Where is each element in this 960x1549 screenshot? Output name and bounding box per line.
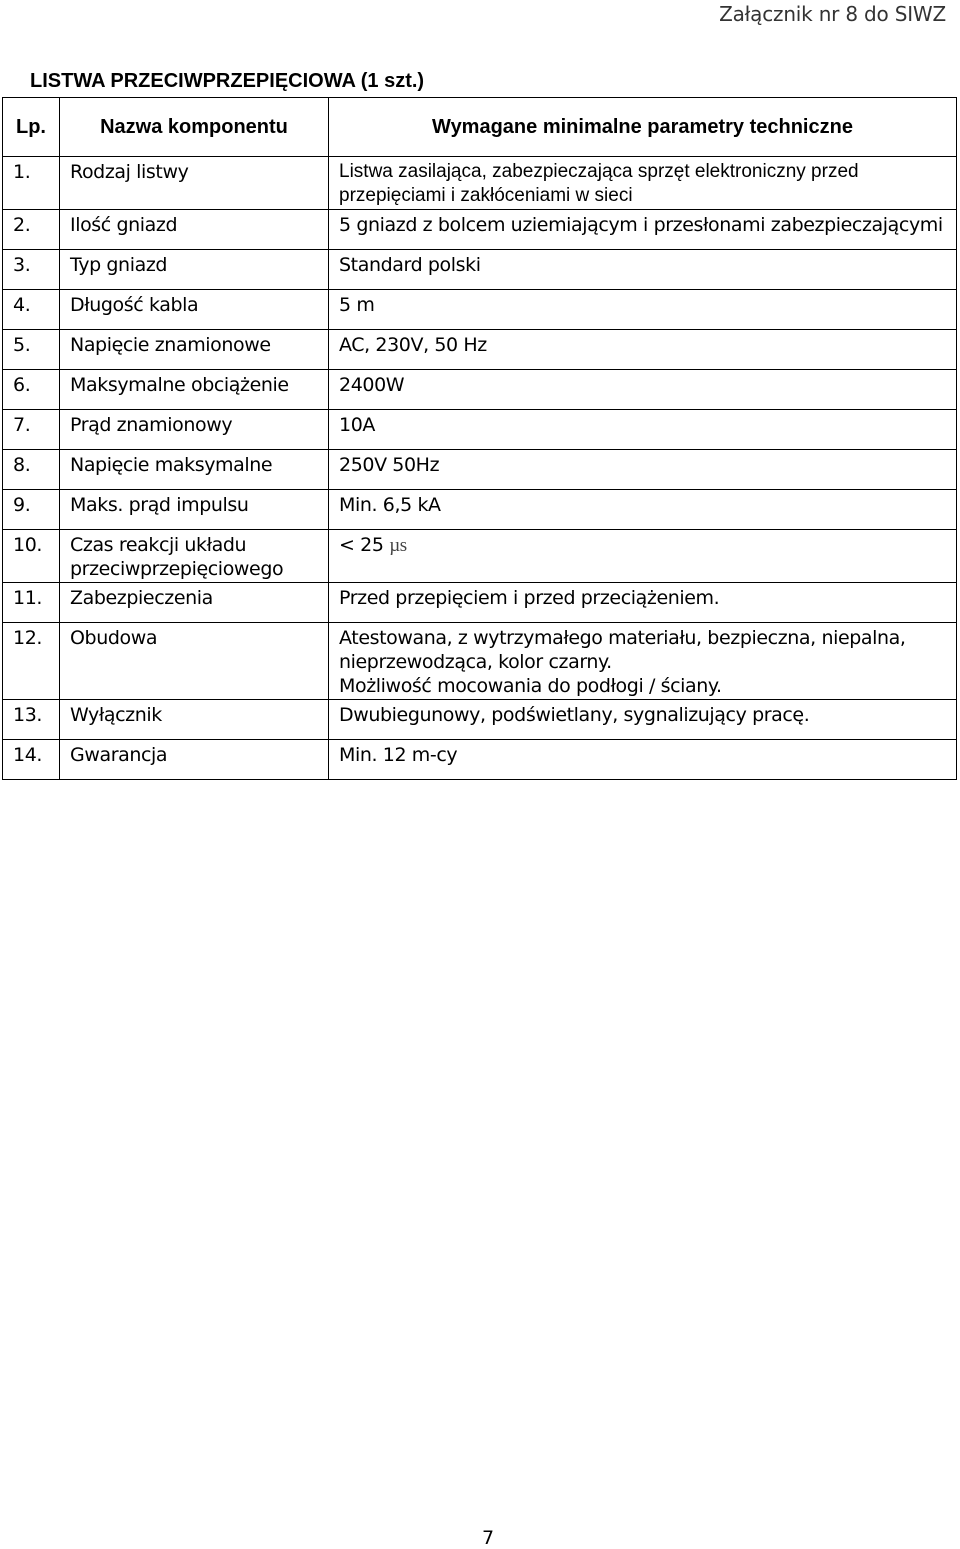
row-name: Wyłącznik bbox=[60, 700, 329, 740]
row-name: Ilość gniazd bbox=[60, 210, 329, 250]
row-params bbox=[329, 623, 957, 700]
row-lp: 8. bbox=[3, 450, 60, 490]
row-name: Napięcie znamionowe bbox=[60, 330, 329, 370]
table-row bbox=[3, 290, 957, 330]
table-row bbox=[3, 490, 957, 530]
row-params: Dwubiegunowy, podświetlany, sygnalizujący pracę. bbox=[329, 700, 957, 740]
row-lp: 12. bbox=[3, 623, 60, 700]
row-lp: 3. bbox=[3, 250, 60, 290]
row-name: Czas reakcji układu przeciwprzepięciowego bbox=[60, 530, 329, 583]
row-params: Listwa zasilająca, zabezpieczająca sprzęt elektroniczny przed przepięciami i zakłóceniami w sieci bbox=[329, 157, 957, 210]
housing-description: Atestowana, z wytrzymałego materiału, bezpieczna, niepalna, nieprzewodząca, kolor czarny. bbox=[339, 627, 906, 673]
row-name: Napięcie maksymalne bbox=[60, 450, 329, 490]
table-row bbox=[3, 157, 957, 210]
row-name: Zabezpieczenia bbox=[60, 583, 329, 623]
row-lp: 9. bbox=[3, 490, 60, 530]
row-params: 10A bbox=[329, 410, 957, 450]
row-name: Maksymalne obciążenie bbox=[60, 370, 329, 410]
table-row bbox=[3, 250, 957, 290]
spec-table bbox=[2, 97, 957, 780]
row-lp: 13. bbox=[3, 700, 60, 740]
row-lp: 11. bbox=[3, 583, 60, 623]
housing-mounting: Możliwość mocowania do podłogi / ściany. bbox=[339, 675, 722, 697]
microsecond-unit: µs bbox=[389, 535, 407, 556]
row-lp: 5. bbox=[3, 330, 60, 370]
table-row bbox=[3, 410, 957, 450]
row-params: AC, 230V, 50 Hz bbox=[329, 330, 957, 370]
row-lp: 2. bbox=[3, 210, 60, 250]
page-number: 7 bbox=[481, 1527, 495, 1549]
row-name: Gwarancja bbox=[60, 740, 329, 780]
table-row bbox=[3, 623, 957, 700]
row-lp: 10. bbox=[3, 530, 60, 583]
row-params: 5 gniazd z bolcem uziemiającym i przesłonami zabezpieczającymi bbox=[329, 210, 957, 250]
table-row bbox=[3, 740, 957, 780]
table-row bbox=[3, 700, 957, 740]
table-header-row bbox=[3, 98, 957, 157]
table-row bbox=[3, 330, 957, 370]
section-title: LISTWA PRZECIWPRZEPIĘCIOWA (1 szt.) bbox=[30, 70, 425, 92]
row-lp: 4. bbox=[3, 290, 60, 330]
table-row bbox=[3, 530, 957, 583]
table-row bbox=[3, 210, 957, 250]
row-params: Min. 12 m-cy bbox=[329, 740, 957, 780]
row-lp: 1. bbox=[3, 157, 60, 210]
column-header-name: Nazwa komponentu bbox=[60, 98, 329, 157]
row-params: Min. 6,5 kA bbox=[329, 490, 957, 530]
row-lp: 7. bbox=[3, 410, 60, 450]
annex-label: Załącznik nr 8 do SIWZ bbox=[719, 2, 946, 26]
row-name: Rodzaj listwy bbox=[60, 157, 329, 210]
column-header-params: Wymagane minimalne parametry techniczne bbox=[329, 98, 957, 157]
row-params: 250V 50Hz bbox=[329, 450, 957, 490]
table-row bbox=[3, 370, 957, 410]
row-name: Maks. prąd impulsu bbox=[60, 490, 329, 530]
table-row bbox=[3, 583, 957, 623]
row-lp: 6. bbox=[3, 370, 60, 410]
table-row bbox=[3, 450, 957, 490]
row-params: Standard polski bbox=[329, 250, 957, 290]
row-params: 2400W bbox=[329, 370, 957, 410]
column-header-lp: Lp. bbox=[3, 98, 60, 157]
row-lp: 14. bbox=[3, 740, 60, 780]
row-params: Przed przepięciem i przed przeciążeniem. bbox=[329, 583, 957, 623]
row-params bbox=[329, 530, 957, 583]
row-name: Długość kabla bbox=[60, 290, 329, 330]
row-name: Typ gniazd bbox=[60, 250, 329, 290]
row-params: 5 m bbox=[329, 290, 957, 330]
response-time-value: < 25 bbox=[339, 534, 384, 556]
row-name: Obudowa bbox=[60, 623, 329, 700]
row-name: Prąd znamionowy bbox=[60, 410, 329, 450]
